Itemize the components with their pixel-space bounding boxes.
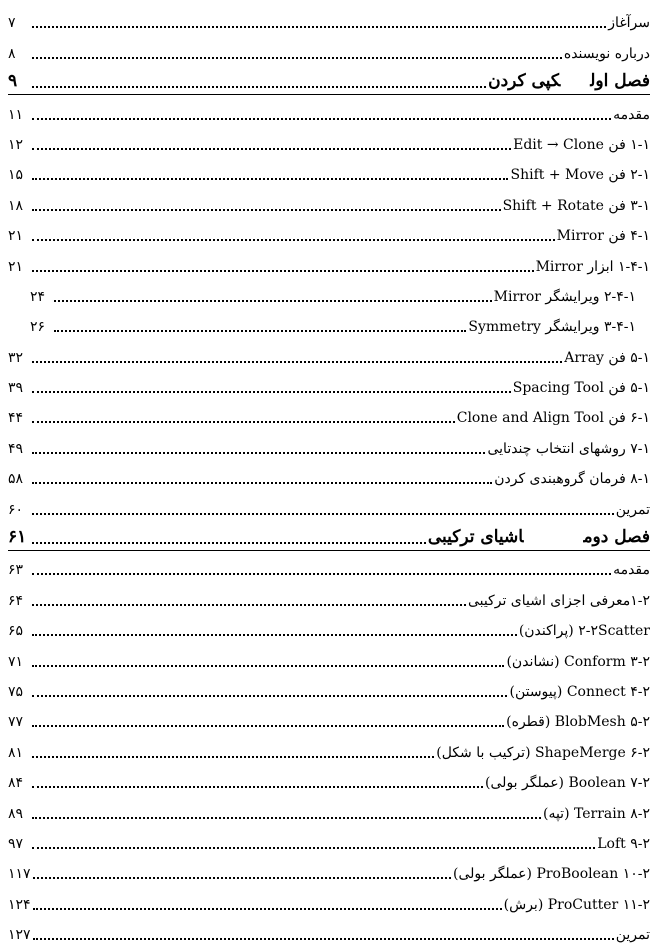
- toc-entry-row: [8, 156, 650, 186]
- toc-entry-label: [487, 440, 650, 458]
- toc-label-text: تمرین: [615, 501, 650, 518]
- toc-entry-row: [8, 490, 650, 520]
- page-number: ۲۶: [30, 319, 46, 336]
- page-number: ۱۱: [8, 106, 24, 123]
- toc-entry-label: [608, 14, 650, 32]
- toc-chapter-row: [8, 521, 650, 551]
- page-number: ۵۸: [8, 471, 24, 488]
- toc-entry-label: [557, 227, 650, 245]
- toc-entry-label: [485, 774, 650, 792]
- page-number: ۷: [8, 15, 16, 32]
- page-number: ۴۴: [8, 410, 24, 427]
- toc-entry-row: [8, 369, 650, 399]
- toc-entry-label: [564, 45, 650, 63]
- dot-leader: [32, 421, 455, 423]
- toc-entry-row: [8, 551, 650, 581]
- toc-entry-label: [616, 501, 650, 519]
- toc-entry-label: [494, 470, 650, 488]
- page-number: ۹۷: [8, 835, 24, 852]
- dot-leader: [32, 239, 555, 241]
- dot-leader: [32, 542, 426, 544]
- chapter-title: اشیای ترکیبی: [427, 527, 524, 548]
- toc-label-text: ۱-۲معرفی اجزای اشیای ترکیبی: [467, 592, 650, 609]
- toc-entry-label: [457, 409, 650, 427]
- toc-label-text: ۵-۲ BlobMesh (قطره): [506, 714, 650, 731]
- toc-label-text: فصل دوم: [583, 527, 650, 548]
- page-number: ۱۸: [8, 197, 24, 214]
- toc-label-text: ۴-۲ Connect (پیوستن): [509, 683, 650, 700]
- toc-label-text: ۵-۱ فن Spacing Tool: [512, 380, 650, 397]
- toc-entry-label: [509, 683, 650, 701]
- toc-label-text: ۶-۱ فن Clone and Align Tool: [456, 410, 650, 427]
- page-number: ۲۱: [8, 258, 24, 275]
- dot-leader: [33, 908, 502, 910]
- toc-label-text: ۳-۲ Conform (نشاندن): [506, 653, 650, 670]
- dot-leader: [32, 634, 517, 636]
- page-number: ۱۱۷: [8, 866, 31, 883]
- page-number: ۶۴: [8, 592, 24, 609]
- dot-leader: [32, 756, 434, 758]
- toc-entry-label: [510, 166, 650, 184]
- dot-leader: [32, 86, 486, 88]
- chapter-title: کپی کردن: [488, 71, 561, 92]
- toc-entry-label: [503, 197, 650, 215]
- toc-entry-row: [8, 764, 650, 794]
- dot-leader: [32, 26, 606, 28]
- toc-label-text: ۸-۲ Terrain (تپه): [542, 805, 650, 822]
- toc-entry-row: [8, 399, 650, 429]
- toc-entry-label: [453, 865, 650, 883]
- dot-leader: [32, 270, 534, 272]
- toc-entry-row: [8, 885, 650, 915]
- page-number: ۸: [8, 45, 16, 62]
- dot-leader: [32, 118, 611, 120]
- dot-leader: [32, 695, 507, 697]
- page-number: ۲۴: [30, 288, 46, 305]
- toc-label-text: سرآغاز: [608, 15, 650, 32]
- dot-leader: [54, 300, 492, 302]
- toc-label-text: ۱۱-۲ ProCutter (برش): [503, 896, 650, 913]
- toc-label-text: ۶-۲ ShapeMerge (ترکیب با شکل): [436, 744, 650, 761]
- toc-entry-row: [8, 581, 650, 611]
- toc-entry-row: [8, 34, 650, 64]
- toc-label-text: مقدمه: [613, 562, 650, 579]
- toc-entry-label: [506, 713, 650, 731]
- page-number: ۶۳: [8, 562, 24, 579]
- page-number: ۹: [8, 71, 18, 92]
- dot-leader: [32, 513, 614, 515]
- toc-entry-label: [543, 805, 650, 823]
- toc-entry-row: [8, 825, 650, 855]
- page-number: ۴۹: [8, 440, 24, 457]
- toc-label-text: ۱-۴-۱ ابزار Mirror: [535, 258, 650, 275]
- toc-label-text: درباره نویسنده: [563, 45, 650, 62]
- chapter-label: [428, 526, 650, 548]
- toc-chapter-row: [8, 65, 650, 95]
- page-number: ۸۹: [8, 805, 24, 822]
- page-number: ۶۰: [8, 501, 24, 518]
- toc-label-text: فصل اول: [590, 71, 650, 92]
- page-number: ۱۲: [8, 136, 24, 153]
- page-number: ۸۱: [8, 744, 24, 761]
- toc-entry-label: [468, 592, 650, 610]
- toc-label-text: ۷-۲ Boolean (عملگر بولی): [485, 775, 650, 792]
- chapter-label: [488, 70, 650, 92]
- toc-label-text: ۹-۲ Loft: [597, 835, 650, 852]
- dot-leader: [32, 178, 508, 180]
- page-number: ۱۲۴: [8, 896, 31, 913]
- toc-entry-row: [8, 703, 650, 733]
- page-number: ۷۵: [8, 683, 24, 700]
- page-number: ۶۵: [8, 623, 24, 640]
- toc-entry-row: [8, 429, 650, 459]
- dot-leader: [32, 665, 504, 667]
- toc-entry-row: [8, 217, 650, 247]
- dot-leader: [32, 786, 483, 788]
- page-number: ۲۱: [8, 228, 24, 245]
- page-number: ۶۱: [8, 527, 27, 548]
- toc-label-text: ۸-۱ فرمان گروهبندی کردن: [494, 471, 650, 488]
- toc-entry-label: [613, 561, 650, 579]
- page-number: ۷۷: [8, 714, 24, 731]
- toc-entry-row: [8, 338, 650, 368]
- dot-leader: [32, 482, 492, 484]
- toc-entry-label: [468, 318, 636, 336]
- dot-leader: [32, 847, 595, 849]
- toc-entry-row: [8, 612, 650, 642]
- toc-entry-label: [513, 136, 650, 154]
- toc-entry-row: [8, 733, 650, 763]
- toc-entry-row: [8, 278, 650, 308]
- toc-entry-label: [436, 744, 650, 762]
- page-number: ۳۹: [8, 380, 24, 397]
- page-number: ۷۱: [8, 653, 24, 670]
- page-number: ۱۵: [8, 167, 24, 184]
- toc-entry-label: [506, 653, 650, 671]
- dot-leader: [32, 361, 562, 363]
- dot-leader: [32, 391, 511, 393]
- toc-label-text: ۳-۱ فن Shift + Rotate: [502, 197, 650, 214]
- toc-entry-row: [8, 4, 650, 34]
- dot-leader: [32, 604, 466, 606]
- dot-leader: [32, 148, 511, 150]
- toc-entry-row: [8, 460, 650, 490]
- toc-entry-label: [504, 896, 650, 914]
- dot-leader: [32, 725, 504, 727]
- toc-label-text: ۲-۱ فن Shift + Move: [510, 167, 650, 184]
- toc-label-text: ۱۰-۲ ProBoolean (عملگر بولی): [453, 866, 650, 883]
- toc-label-text: ۱-۱ فن Edit → Clone: [513, 136, 650, 153]
- toc-entry-label: [513, 379, 650, 397]
- dot-leader: [32, 573, 611, 575]
- toc-entry-label: [536, 258, 650, 276]
- toc-entry-row: [8, 794, 650, 824]
- dot-leader: [33, 938, 614, 940]
- toc-entry-label: [494, 288, 636, 306]
- toc-entry-row: [8, 126, 650, 156]
- toc-label-text: تمرین: [615, 927, 650, 944]
- dot-leader: [54, 330, 466, 332]
- toc-label-text: مقدمه: [613, 106, 650, 123]
- toc-entry-label: [613, 106, 650, 124]
- toc-entry-row: [8, 95, 650, 125]
- toc-entry-label: [616, 926, 650, 944]
- page-number: ۱۲۷: [8, 927, 31, 944]
- dot-leader: [33, 877, 451, 879]
- toc-entry-row: [8, 855, 650, 885]
- toc-entry-row: [8, 673, 650, 703]
- toc-entry-row: [8, 247, 650, 277]
- toc-label-text: ۷-۱ روشهای انتخاب چندتایی: [487, 440, 650, 457]
- toc-label-text: ۲-۴-۱ ویرایشگر Mirror: [493, 288, 636, 305]
- toc-entry-label: [597, 835, 650, 853]
- toc-label-text: ۵-۱ فن Array: [564, 349, 650, 366]
- dot-leader: [32, 817, 541, 819]
- page-number: ۳۲: [8, 349, 24, 366]
- toc-label-text: ۲-۲Scatter (پراکندن): [518, 623, 650, 640]
- dot-leader: [32, 452, 485, 454]
- toc-label-text: ۳-۴-۱ ویرایشگر Symmetry: [468, 319, 636, 336]
- toc-entry-row: [8, 916, 650, 946]
- toc-entry-label: [519, 622, 650, 640]
- toc-label-text: ۴-۱ فن Mirror: [556, 228, 650, 245]
- dot-leader: [32, 209, 501, 211]
- toc-entry-row: [8, 308, 650, 338]
- toc-entry-row: [8, 642, 650, 672]
- page-number: ۸۴: [8, 775, 24, 792]
- toc-entry-label: [564, 349, 650, 367]
- toc-entry-row: [8, 186, 650, 216]
- dot-leader: [32, 57, 562, 59]
